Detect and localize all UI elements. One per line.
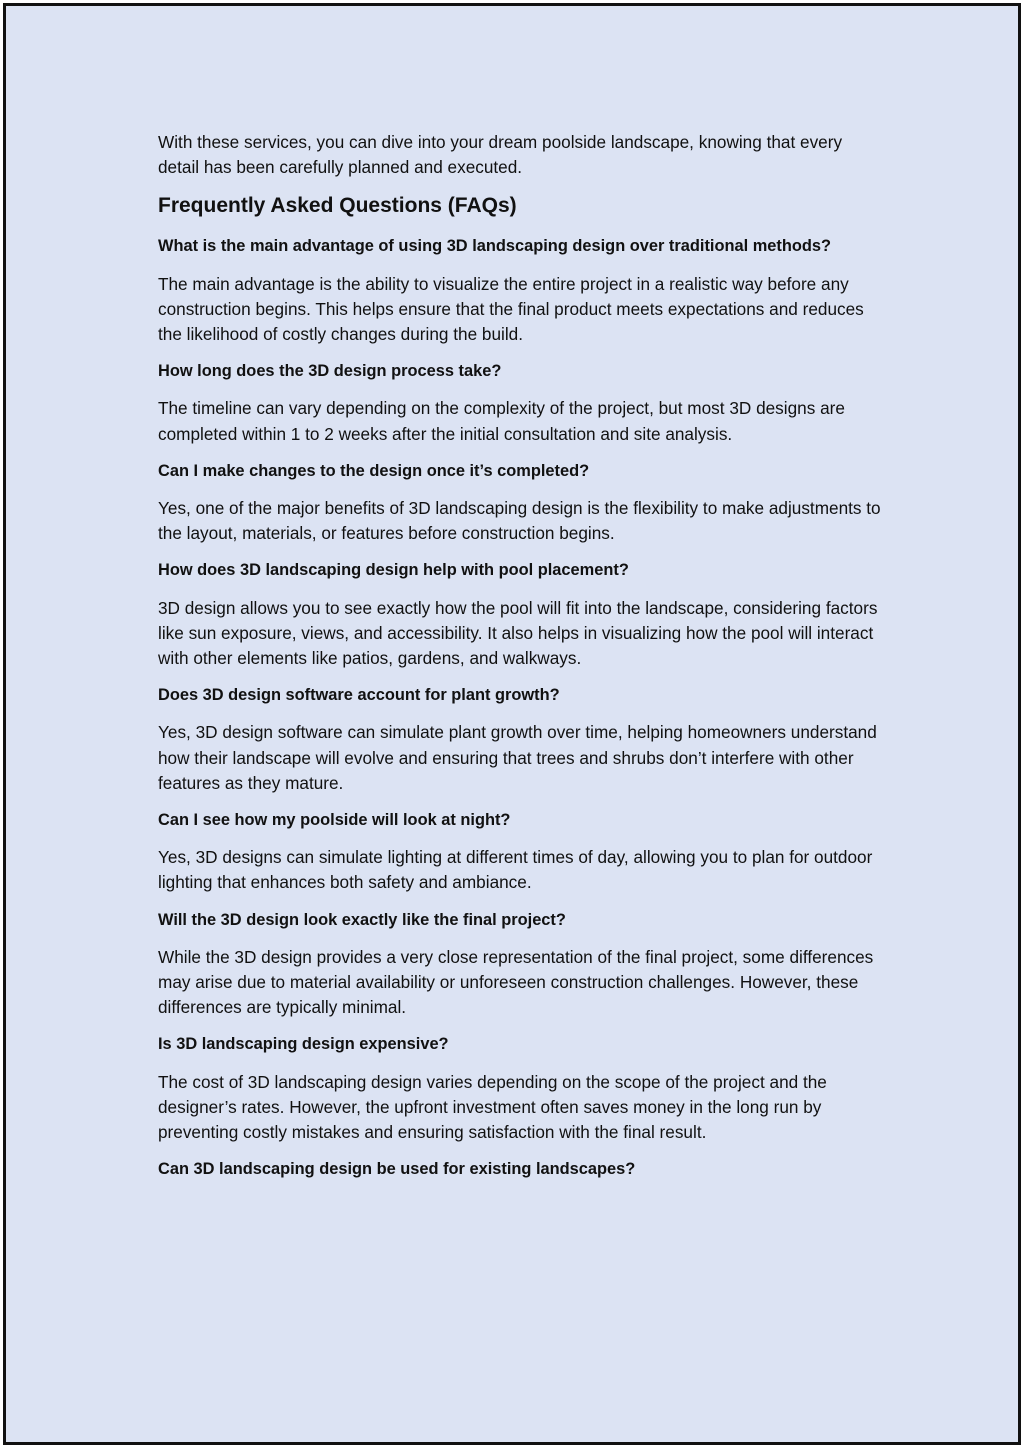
- faq-answer: The main advantage is the ability to visualize the entire project in a realistic way before any construction begins. This helps ensure that the final product meets expectations and reduces the likelihood of costly changes during the build.: [158, 273, 864, 345]
- faq-answer: Yes, 3D design software can simulate plant growth over time, helping homeowners understand how their landscape will evolve and ensuring that trees and shrubs don’t interfere with other features as they mature.: [158, 722, 877, 793]
- faq-question: Will the 3D design look exactly like the final project?: [158, 910, 566, 929]
- faq-question: Can I make changes to the design once it’s completed?: [158, 461, 590, 480]
- faq-question: Does 3D design software account for plant growth?: [158, 686, 560, 705]
- faq-question: Can I see how my poolside will look at night?: [158, 811, 511, 830]
- faq-answer: While the 3D design provides a very close representation of the final project, some differences may arise due to material availability or unforeseen construction challenges. However, these differences are typically minimal.: [158, 946, 874, 1018]
- faq-question: What is the main advantage of using 3D landscaping design over traditional methods?: [158, 237, 832, 256]
- faq-answer: 3D design allows you to see exactly how the pool will fit into the landscape, considering factors like sun exposure, views, and accessibility. It also helps in visualizing how the pool will interact with other elements like patios, gardens, and walkways.: [158, 597, 878, 669]
- faq-heading: Frequently Asked Questions (FAQs): [158, 194, 517, 218]
- faq-answer: The timeline can vary depending on the complexity of the project, but most 3D designs are completed within 1 to 2 weeks after the initial consultation and site analysis.: [158, 398, 845, 444]
- intro-paragraph: With these services, you can dive into your dream poolside landscape, knowing that every detail has been carefully planned and executed.: [158, 132, 843, 178]
- faq-answer: Yes, 3D designs can simulate lighting at different times of day, allowing you to plan for outdoor lighting that enhances both safety and ambiance.: [158, 847, 873, 893]
- faq-answer: The cost of 3D landscaping design varies depending on the scope of the project and the designer’s rates. However, the upfront investment often saves money in the long run by preventing costly mistakes and ensuring satisfaction with the final result.: [158, 1071, 827, 1143]
- page-content: [158, 130, 883, 1195]
- faq-question: Is 3D landscaping design expensive?: [158, 1035, 449, 1054]
- faq-answer: Yes, one of the major benefits of 3D landscaping design is the flexibility to make adjustments to the layout, materials, or features before construction begins.: [158, 498, 881, 544]
- faq-question: How long does the 3D design process take?: [158, 362, 502, 381]
- faq-question: Can 3D landscaping design be used for existing landscapes?: [158, 1160, 636, 1179]
- faq-question: How does 3D landscaping design help with pool placement?: [158, 561, 629, 580]
- document-page: [3, 3, 1021, 1445]
